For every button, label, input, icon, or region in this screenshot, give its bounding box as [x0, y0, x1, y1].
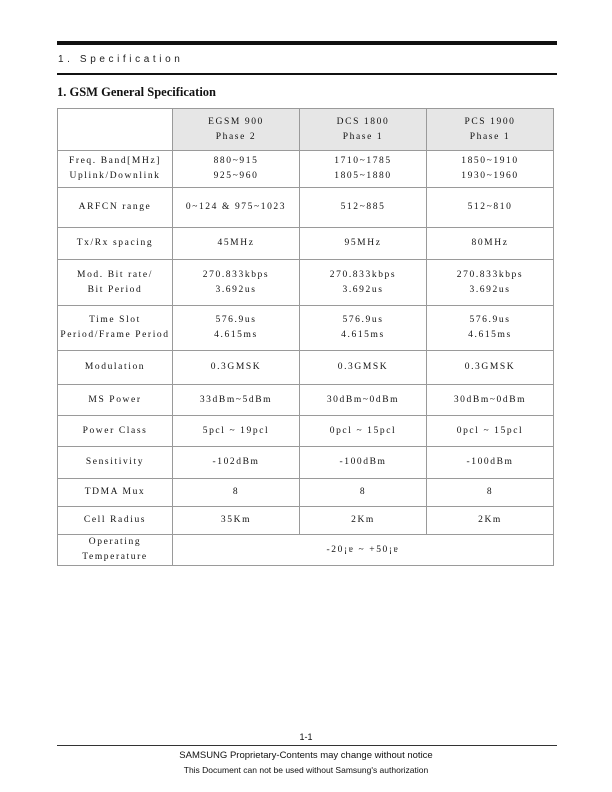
row-label: [58, 306, 173, 351]
table-row: [58, 151, 554, 188]
table-cell: [427, 306, 554, 351]
table-cell: [300, 260, 427, 306]
row-label: [58, 535, 173, 566]
table-cell: 0pcl ~ 15pcl: [427, 416, 554, 447]
column-header-line: Phase 1: [469, 131, 511, 142]
row-label: [58, 260, 173, 306]
column-header-line: Phase 2: [215, 131, 257, 142]
cell-line: 4.615ms: [214, 330, 258, 340]
table-cell: 8: [300, 479, 427, 507]
row-label-line: Temperature: [82, 552, 148, 562]
table-row: [58, 188, 554, 228]
column-header-line: EGSM 900: [208, 116, 264, 127]
table-cell: 30dBm~0dBm: [300, 385, 427, 416]
table-cell: [173, 260, 300, 306]
table-cell: 35Km: [173, 507, 300, 535]
table-cell: 2Km: [427, 507, 554, 535]
row-label: Cell Radius: [58, 507, 173, 535]
table-header-row: [58, 109, 554, 151]
table-cell: 2Km: [300, 507, 427, 535]
table-row-operating-temperature: [58, 535, 554, 566]
row-label: Tx/Rx spacing: [58, 228, 173, 260]
row-label-line: Bit Period: [87, 284, 143, 295]
row-label-line: Mod. Bit rate/: [77, 269, 153, 280]
table-cell: [173, 306, 300, 351]
table-cell: 512~885: [300, 188, 427, 228]
footer-notice: SAMSUNG Proprietary-Contents may change without notice: [179, 750, 433, 761]
table-cell: [173, 151, 300, 188]
table-cell: 0.3GMSK: [427, 351, 554, 385]
table-cell: 8: [173, 479, 300, 507]
table-cell: [427, 151, 554, 188]
table-cell: 0pcl ~ 15pcl: [300, 416, 427, 447]
cell-line: 4.615ms: [468, 330, 512, 340]
row-label-line: Time Slot: [89, 315, 141, 325]
table-cell: 8: [427, 479, 554, 507]
table-cell: [427, 260, 554, 306]
cell-line: 880~915: [213, 156, 259, 166]
table-cell: -100dBm: [300, 447, 427, 479]
table-cell: 0~124 & 975~1023: [173, 188, 300, 228]
gsm-spec-table: [57, 108, 554, 566]
row-label-line: Freq. Band[MHz]: [68, 156, 162, 166]
table-cell: -100dBm: [427, 447, 554, 479]
operating-temperature-value: -20¡ɐ ~ +50¡ɐ: [173, 535, 554, 566]
running-header: 1. Specification: [58, 54, 184, 65]
table-cell: 95MHz: [300, 228, 427, 260]
cell-line: 270.833kbps: [456, 269, 524, 280]
table-row: [58, 385, 554, 416]
row-label: [58, 151, 173, 188]
table-cell: 0.3GMSK: [300, 351, 427, 385]
row-label-line: Uplink/Downlink: [69, 171, 161, 181]
cell-line: 270.833kbps: [202, 269, 270, 280]
footer-authorization: This Document can not be used without Samsung's authorization: [183, 765, 429, 775]
table-cell: [300, 306, 427, 351]
cell-line: 3.692us: [215, 284, 257, 295]
footer-rule: [57, 745, 557, 746]
table-row: [58, 416, 554, 447]
cell-line: 270.833kbps: [329, 269, 397, 280]
cell-line: 1710~1785: [334, 156, 392, 166]
table-cell: [300, 151, 427, 188]
corner-cell: [58, 109, 173, 151]
cell-line: 925~960: [213, 171, 259, 181]
cell-line: 1930~1960: [461, 171, 519, 181]
column-header-egsm900: [173, 109, 300, 151]
table-row: [58, 447, 554, 479]
table-row: [58, 228, 554, 260]
table-cell: -102dBm: [173, 447, 300, 479]
column-header-pcs1900: [427, 109, 554, 151]
table-row: [58, 479, 554, 507]
table-cell: 45MHz: [173, 228, 300, 260]
table-cell: 0.3GMSK: [173, 351, 300, 385]
row-label: ARFCN range: [58, 188, 173, 228]
table-row: [58, 260, 554, 306]
row-label: Sensitivity: [58, 447, 173, 479]
row-label: Power Class: [58, 416, 173, 447]
cell-line: 1850~1910: [461, 156, 519, 166]
row-label: MS Power: [58, 385, 173, 416]
top-rule: [57, 41, 557, 45]
table-row: [58, 306, 554, 351]
column-header-dcs1800: [300, 109, 427, 151]
table-row: [58, 351, 554, 385]
row-label: Modulation: [58, 351, 173, 385]
cell-line: 4.615ms: [341, 330, 385, 340]
header-rule: [57, 73, 557, 75]
page-number: 1-1: [299, 732, 313, 742]
column-header-line: PCS 1900: [464, 116, 516, 127]
table-cell: 5pcl ~ 19pcl: [173, 416, 300, 447]
table-row: [58, 507, 554, 535]
table-cell: 512~810: [427, 188, 554, 228]
row-label: TDMA Mux: [58, 479, 173, 507]
cell-line: 3.692us: [469, 284, 511, 295]
column-header-line: Phase 1: [342, 131, 384, 142]
cell-line: 3.692us: [342, 284, 384, 295]
cell-line: 576.9us: [215, 315, 257, 325]
row-label-line: Period/Frame Period: [60, 330, 170, 340]
cell-line: 1805~1880: [334, 171, 392, 181]
row-label-line: Operating: [88, 537, 142, 547]
cell-line: 576.9us: [469, 315, 511, 325]
section-title: 1. GSM General Specification: [57, 85, 217, 99]
table-cell: 33dBm~5dBm: [173, 385, 300, 416]
table-cell: 30dBm~0dBm: [427, 385, 554, 416]
column-header-line: DCS 1800: [336, 116, 390, 127]
table-cell: 80MHz: [427, 228, 554, 260]
cell-line: 576.9us: [342, 315, 384, 325]
